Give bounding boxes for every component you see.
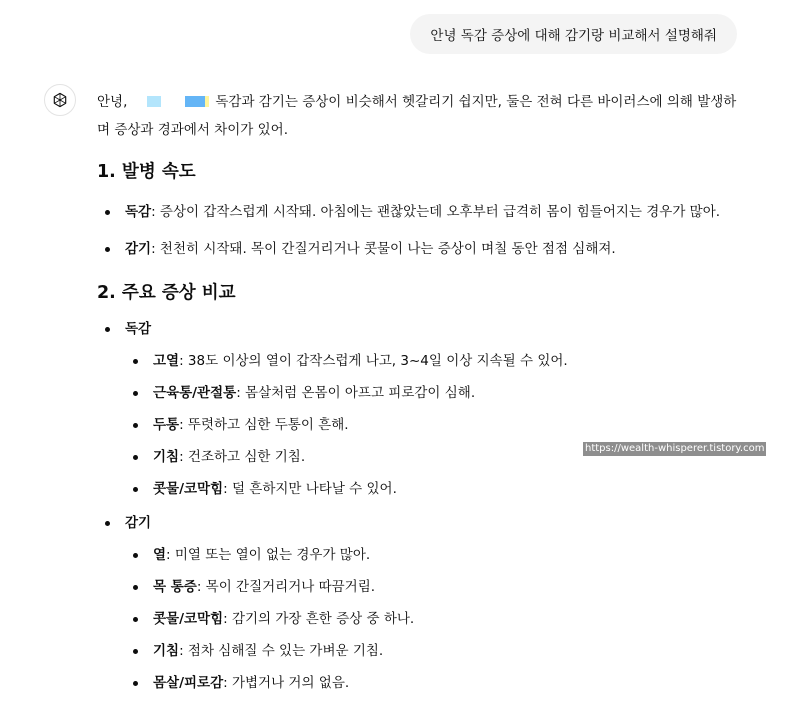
list-item xyxy=(125,475,737,503)
item-label: 고열 xyxy=(153,353,180,369)
redacted-mark xyxy=(185,96,205,107)
item-text: : 건조하고 심한 기침. xyxy=(179,449,306,465)
redacted-mark xyxy=(205,96,209,107)
list-item-flu xyxy=(97,315,737,503)
item-label: 콧물/코막힘 xyxy=(153,481,224,497)
intro-text: 독감과 감기는 증상이 비슷해서 헷갈리기 쉽지만, 둘은 전혀 다른 바이러스에 의해 발생하며 증상과 경과에서 차이가 있어. xyxy=(97,94,737,138)
list-item xyxy=(125,605,737,633)
item-label: 독감 xyxy=(125,204,152,220)
item-text: : 점차 심해질 수 있는 가벼운 기침. xyxy=(179,643,384,659)
list-item xyxy=(125,541,737,569)
item-label: 두통 xyxy=(153,417,180,433)
item-text: : 미열 또는 열이 없는 경우가 많아. xyxy=(166,547,371,563)
item-label: 몸살/피로감 xyxy=(153,675,224,691)
user-message-bubble xyxy=(410,14,737,54)
section-heading-symptoms: 2. 주요 증상 비교 xyxy=(97,283,236,303)
item-label: 기침 xyxy=(153,449,180,465)
onset-list xyxy=(97,198,737,263)
assistant-message xyxy=(97,88,737,697)
list-item xyxy=(125,379,737,407)
group-label: 독감 xyxy=(125,321,152,337)
openai-logo-icon xyxy=(51,91,69,109)
group-label: 감기 xyxy=(125,515,152,531)
section-heading-onset: 1. 발병 속도 xyxy=(97,162,196,182)
item-label: 감기 xyxy=(125,241,152,257)
assistant-avatar xyxy=(44,84,76,116)
item-text: : 뚜렷하고 심한 두통이 흔해. xyxy=(179,417,349,433)
intro-greeting: 안녕, xyxy=(97,94,128,110)
item-text: : 목이 간질거리거나 따끔거림. xyxy=(196,579,376,595)
list-item xyxy=(125,637,737,665)
item-text: : 감기의 가장 흔한 증상 중 하나. xyxy=(223,611,415,627)
list-item xyxy=(125,347,737,375)
user-message-text: 안녕 독감 증상에 대해 감기랑 비교해서 설명해줘 xyxy=(430,28,717,44)
item-text: : 천천히 시작돼. 목이 간질거리거나 콧물이 나는 증상이 며칠 동안 점점 심해져. xyxy=(151,241,616,257)
list-item-cold xyxy=(97,509,737,697)
item-text: : 몸살처럼 온몸이 아프고 피로감이 심해. xyxy=(236,385,476,401)
item-label: 기침 xyxy=(153,643,180,659)
list-item xyxy=(125,573,737,601)
cold-symptoms xyxy=(125,541,737,697)
watermark-url: https://wealth-whisperer.tistory.com xyxy=(585,443,765,454)
item-label: 목 통증 xyxy=(153,579,197,595)
item-text: : 38도 이상의 열이 갑작스럽게 나고, 3~4일 이상 지속될 수 있어. xyxy=(179,353,568,369)
redacted-mark xyxy=(147,96,161,107)
item-label: 근육통/관절통 xyxy=(153,385,237,401)
symptoms-list xyxy=(97,315,737,697)
intro-paragraph xyxy=(97,88,737,144)
list-item xyxy=(125,411,737,439)
list-item xyxy=(125,669,737,697)
item-text: : 가볍거나 거의 없음. xyxy=(223,675,350,691)
item-text: : 덜 흔하지만 나타날 수 있어. xyxy=(223,481,397,497)
item-text: : 증상이 갑작스럽게 시작돼. 아침에는 괜찮았는데 오후부터 급격히 몸이 힘들어지는 경우가 많아. xyxy=(151,204,721,220)
item-label: 콧물/코막힘 xyxy=(153,611,224,627)
list-item xyxy=(97,198,737,226)
list-item xyxy=(97,235,737,263)
item-label: 열 xyxy=(153,547,167,563)
flu-symptoms xyxy=(125,347,737,503)
